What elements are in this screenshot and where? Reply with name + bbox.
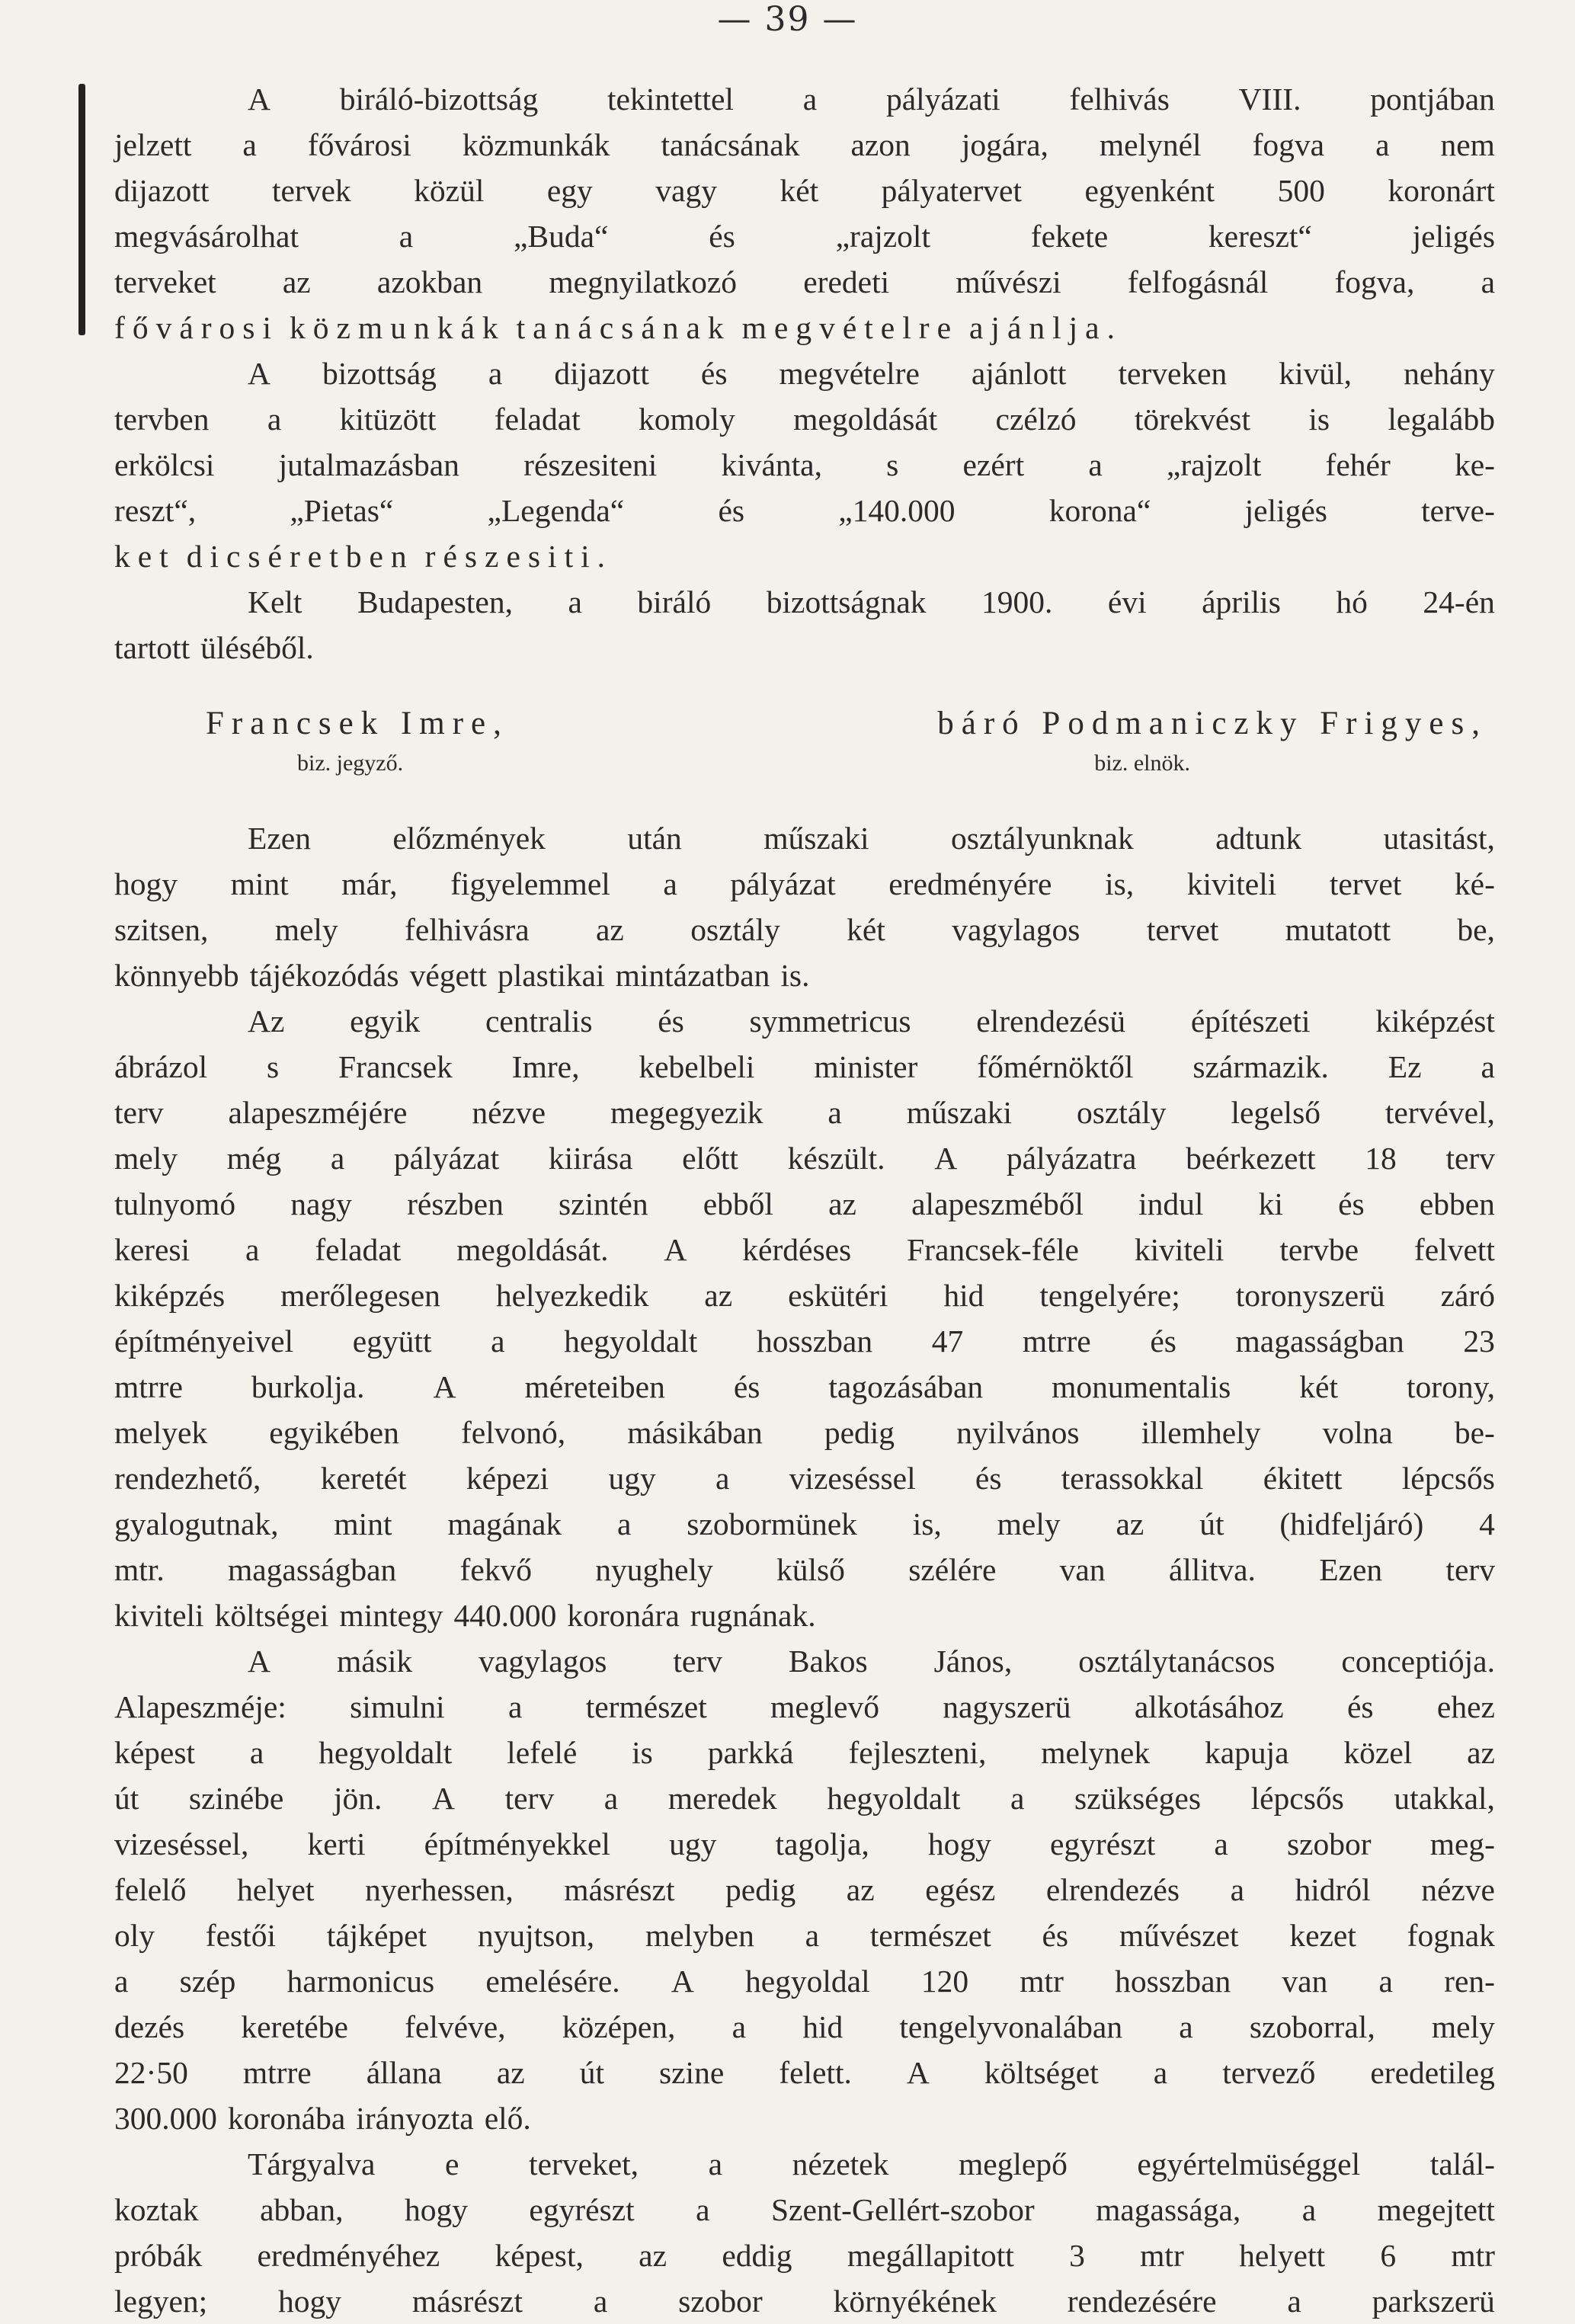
paragraph-3 [114,579,1495,671]
text-line: A bizottság a dijazott és megvételre ajánlott terveken kivül, nehány [248,356,1495,391]
text-line: dijazott tervek közül egy vagy két pályatervet egyenként 500 koronárt [114,173,1495,208]
text-line: terv alapeszméjére nézve megegyezik a műszaki osztály legelső tervével, [114,1095,1495,1130]
page-number: — 39 — [717,0,858,39]
text-line: tulnyomó nagy részben szintén ebből az alapeszméből indul ki és ebben [114,1186,1495,1221]
text-line: hogy mint már, figyelemmel a pályázat eredményére is, kiviteli tervet ké- [114,866,1495,901]
text-line: tartott üléséből. [114,630,314,665]
text-line: szitsen, mely felhivásra az osztály két vagylagos tervet mutatott be, [114,912,1495,947]
text-line: reszt“, „Pietas“ „Legenda“ és „140.000 korona“ jeligés terve- [114,493,1495,528]
text-line: kiviteli költségei mintegy 440.000 koronára rugnának. [114,1598,816,1633]
paragraph-6 [114,1638,1495,2141]
text-line: mely még a pályázat kiirása előtt készült. A pályázatra beérkezett 18 terv [114,1141,1495,1176]
president-title: biz. elnök. [1094,751,1190,776]
text-line: a szép harmonicus emelésére. A hegyoldal 120 mtr hosszban van a ren- [114,1964,1495,1999]
text-line: könnyebb tájékozódás végett plastikai mintázatban is. [114,958,810,993]
text-line: 300.000 koronába irányozta elő. [114,2101,531,2136]
text-line: erkölcsi jutalmazásban részesiteni kivánta, s ezért a „rajzolt fehér ke- [114,447,1495,482]
text-line: 22·50 mtrre állana az út szine felett. A költséget a tervező eredetileg [114,2055,1495,2090]
text-line: melyek egyikében felvonó, másikában pedig nyilvános illemhely volna be- [114,1415,1495,1450]
text-line: ábrázol s Francsek Imre, kebelbeli minister főmérnöktől származik. Ez a [114,1049,1495,1084]
text-line: legyen; hogy másrészt a szobor környékének rendezésére a parkszerü [114,2284,1495,2319]
text-line: oly festői tájképet nyujtson, melyben a természet és művészet kezet fognak [114,1918,1495,1953]
text-line: próbák eredményéhez képest, az eddig megállapitott 3 mtr helyett 6 mtr [114,2238,1495,2273]
text-line: rendezhető, keretét képezi ugy a vizeséssel és terassokkal ékitett lépcsős [114,1461,1495,1496]
text-line: út szinébe jön. A terv a meredek hegyoldalt a szükséges lépcsős utakkal, [114,1781,1495,1816]
text-line: mtrre burkolja. A méreteiben és tagozásában monumentalis két torony, [114,1369,1495,1404]
paragraph-5 [114,998,1495,1638]
text-line: fővárosi közmunkák tanácsának megvételre ajánlja. [114,310,1122,345]
text-line: A biráló-bizottság tekintettel a pályázati felhivás VIII. pontjában [248,82,1495,117]
paragraph-4 [114,815,1495,998]
text-line: építményeivel együtt a hegyoldalt hosszban 47 mtrre és magasságban 23 [114,1324,1495,1359]
text-line: Ezen előzmények után műszaki osztályunknak adtunk utasitást, [248,821,1495,856]
president-name: báró Podmaniczky Frigyes, [937,706,1487,741]
secretary-title: biz. jegyző. [297,751,404,776]
signature-names [114,701,1495,747]
text-line: Kelt Budapesten, a biráló bizottságnak 1900. évi április hó 24-én [248,584,1495,619]
text-line: Alapeszméje: simulni a természet meglevő nagyszerü alkotásához és ehez [114,1689,1495,1724]
text-line: megvásárolhat a „Buda“ és „rajzolt fekete kereszt“ jeligés [114,219,1495,254]
paragraph-7 [114,2141,1495,2324]
text-line: koztak abban, hogy egyrészt a Szent-Gellért-szobor magassága, a megejtett [114,2192,1495,2227]
text-line: kiképzés merőlegesen helyezkedik az eskütéri hid tengelyére; toronyszerü záró [114,1278,1495,1313]
secretary-name: Francsek Imre, [206,706,509,741]
text-line: Tárgyalva e terveket, a nézetek meglepő egyértelmüséggel talál- [248,2146,1495,2182]
signature-titles [114,747,1495,785]
text-line: A másik vagylagos terv Bakos János, osztálytanácsos conceptiója. [248,1644,1495,1679]
text-line: vizeséssel, kerti építményekkel ugy tagolja, hogy egyrészt a szobor meg- [114,1826,1495,1861]
text-line: felelő helyet nyerhessen, másrészt pedig az egész elrendezés a hidról nézve [114,1872,1495,1907]
text-line: dezés keretébe felvéve, középen, a hid tengelyvonalában a szoborral, mely [114,2009,1495,2044]
text-line: jelzett a fővárosi közmunkák tanácsának azon jogára, melynél fogva a nem [114,127,1495,162]
text-line: terveket az azokban megnyilatkozó eredeti művészi felfogásnál fogva, a [114,264,1495,299]
text-line: ket dicséretben részesiti. [114,539,613,574]
text-line: mtr. magasságban fekvő nyughely külső szélére van állitva. Ezen terv [114,1552,1495,1587]
paragraph-2 [114,351,1495,579]
text-line: képest a hegyoldalt lefelé is parkká fejleszteni, melynek kapuja közel az [114,1735,1495,1770]
text-line: keresi a feladat megoldását. A kérdéses Francsek-féle kiviteli tervbe felvett [114,1232,1495,1267]
margin-mark [78,84,85,335]
text-line: tervben a kitüzött feladat komoly megoldását czélzó törekvést is legalább [114,402,1495,437]
text-line: gyalogutnak, mint magának a szobormünek is, mely az út (hidfeljáró) 4 [114,1506,1495,1541]
paragraph-1 [114,76,1495,351]
text-line: Az egyik centralis és symmetricus elrendezésü építészeti kiképzést [248,1004,1495,1039]
document-body [114,76,1495,2324]
